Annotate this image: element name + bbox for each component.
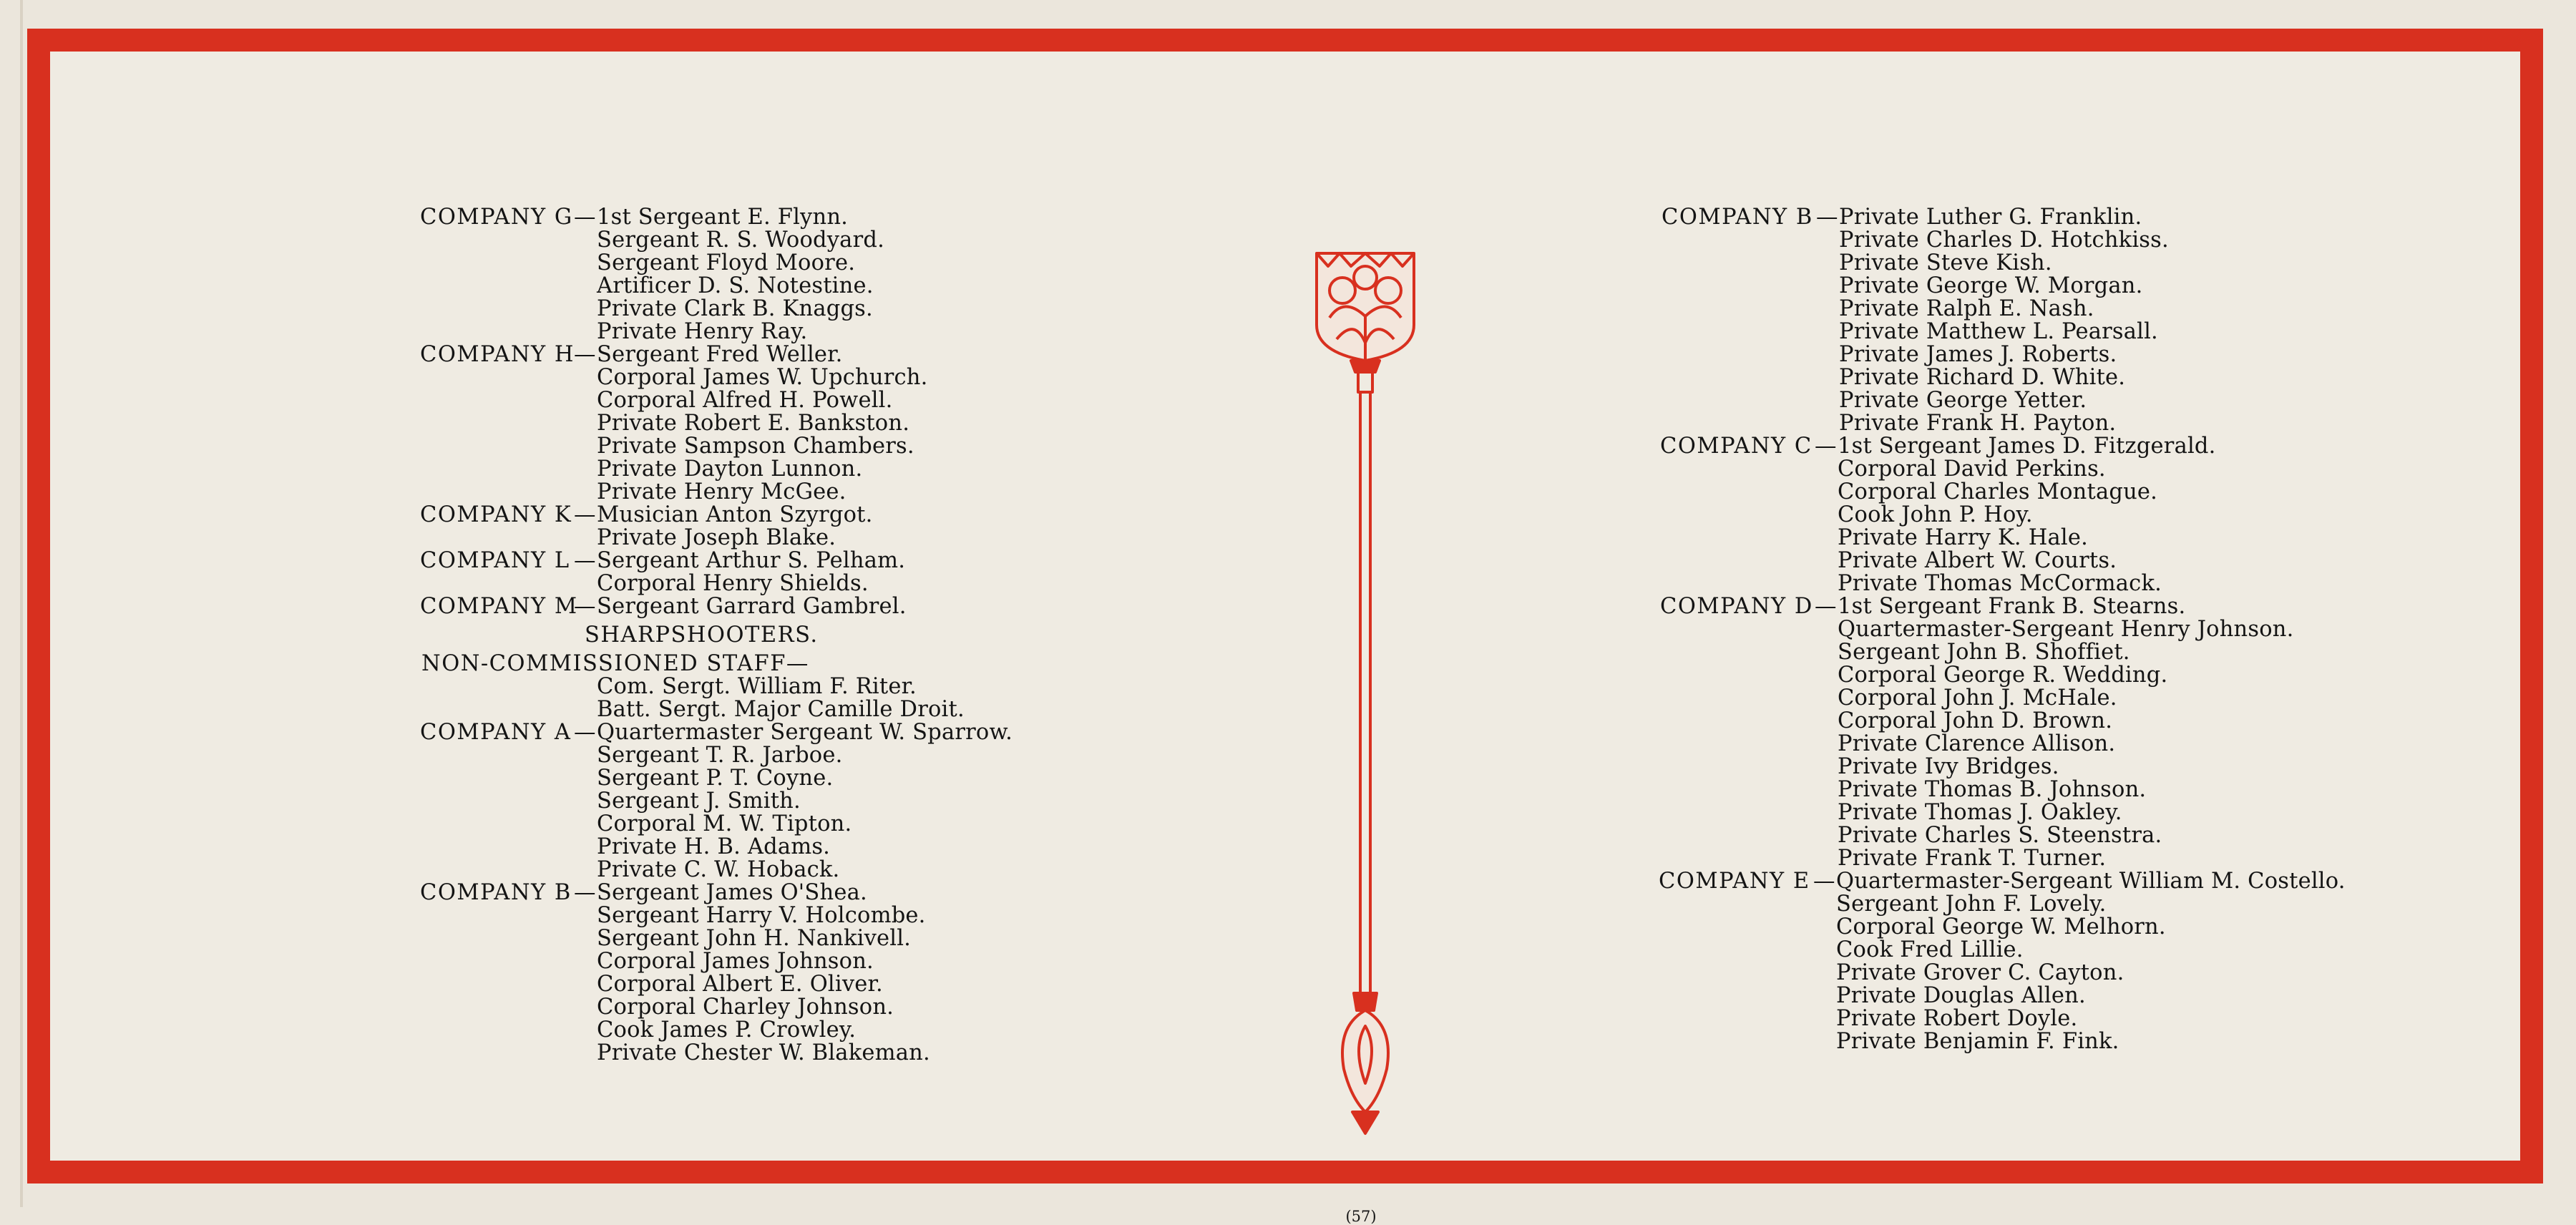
roster-entry: 1st Sergeant E. Flynn.	[597, 205, 849, 230]
roster-entry: Corporal James W. Upchurch.	[597, 365, 928, 390]
roster-entry: Cook Fred Lillie.	[1836, 937, 2024, 962]
red-border-frame	[27, 29, 2543, 1225]
dash: —	[1815, 594, 1837, 619]
roster-entry: Private Luther G. Franklin.	[1839, 205, 2142, 230]
roster-entry: 1st Sergeant James D. Fitzgerald.	[1838, 434, 2216, 459]
roster-entry: Batt. Sergt. Major Camille Droit.	[597, 697, 965, 722]
company-label: COMPANY H	[420, 342, 575, 367]
roster-entry: Private Steve Kish.	[1839, 250, 2052, 275]
roster-entry: Sergeant Harry V. Holcombe.	[597, 903, 926, 928]
page-edge	[20, 0, 23, 1207]
roster-entry: Cook James P. Crowley.	[597, 1017, 857, 1043]
roster-entry: Corporal Charley Johnson.	[597, 995, 894, 1020]
dash: —	[1813, 869, 1835, 894]
section-heading-staff: NON-COMMISSIONED STAFF—	[421, 651, 809, 676]
roster-entry: Private Sampson Chambers.	[597, 434, 914, 459]
roster-entry: Private Charles S. Steenstra.	[1838, 823, 2162, 848]
dash: —	[574, 342, 596, 367]
roster-entry: Sergeant Arthur S. Pelham.	[597, 548, 906, 573]
company-label: COMPANY A	[420, 720, 572, 745]
roster-entry: Sergeant John F. Lovely.	[1836, 892, 2107, 917]
dash: —	[574, 502, 596, 527]
roster-entry: Private Benjamin F. Fink.	[1836, 1029, 2119, 1054]
dash: —	[574, 205, 596, 230]
roster-entry: Private Henry Ray.	[597, 319, 808, 344]
roster-entry: Private Ivy Bridges.	[1838, 754, 2059, 779]
roster-entry: Sergeant John B. Shoffiet.	[1838, 640, 2130, 665]
roster-entry: Sergeant Fred Weller.	[597, 342, 843, 367]
roster-entry: Private Matthew L. Pearsall.	[1839, 319, 2158, 344]
roster-entry: Corporal John J. McHale.	[1838, 685, 2117, 711]
roster-entry: Quartermaster Sergeant W. Sparrow.	[597, 720, 1013, 745]
roster-entry: Sergeant Garrard Gambrel.	[597, 594, 907, 619]
roster-entry: Private C. W. Hoback.	[597, 857, 840, 882]
roster-entry: Corporal John D. Brown.	[1838, 708, 2113, 733]
roster-entry: Private Clark B. Knaggs.	[597, 296, 873, 321]
company-label: COMPANY B	[1662, 205, 1813, 230]
page-number: (57)	[1345, 1208, 1377, 1225]
roster-entry: Com. Sergt. William F. Riter.	[597, 674, 917, 699]
roster-entry: Quartermaster-Sergeant William M. Costello.	[1836, 869, 2346, 894]
roster-entry: Private Grover C. Cayton.	[1836, 960, 2124, 985]
company-label: COMPANY L	[420, 548, 570, 573]
company-label: COMPANY E	[1659, 869, 1810, 894]
roster-entry: Sergeant J. Smith.	[597, 789, 801, 814]
roster-entry: Corporal M. W. Tipton.	[597, 811, 852, 836]
roster-entry: Private Chester W. Blakeman.	[597, 1040, 930, 1065]
roster-entry: Artificer D. S. Notestine.	[597, 273, 874, 298]
roster-entry: Sergeant Floyd Moore.	[597, 250, 856, 275]
company-label: COMPANY M	[420, 594, 578, 619]
roster-entry: Sergeant P. T. Coyne.	[597, 766, 834, 791]
dash: —	[574, 594, 596, 619]
roster-entry: Private Frank H. Payton.	[1839, 411, 2117, 436]
roster-entry: Private George W. Morgan.	[1839, 273, 2143, 298]
roster-entry: Private Robert Doyle.	[1836, 1006, 2078, 1031]
roster-entry: Private Ralph E. Nash.	[1839, 296, 2094, 321]
roster-entry: Private Joseph Blake.	[597, 525, 836, 550]
roster-entry: Corporal James Johnson.	[597, 949, 874, 974]
roster-entry: Sergeant T. R. Jarboe.	[597, 743, 843, 768]
roster-entry: Private Robert E. Bankston.	[597, 411, 910, 436]
roster-entry: Private Henry McGee.	[597, 479, 847, 504]
dash: —	[574, 720, 596, 745]
roster-page	[73, 74, 2497, 1225]
roster-entry: Corporal Albert E. Oliver.	[597, 972, 883, 997]
roster-entry: Private Charles D. Hotchkiss.	[1839, 228, 2169, 253]
roster-entry: Corporal David Perkins.	[1838, 457, 2106, 482]
roster-entry: Quartermaster-Sergeant Henry Johnson.	[1838, 617, 2294, 642]
dash: —	[1816, 205, 1838, 230]
roster-entry: Private Frank T. Turner.	[1838, 846, 2107, 871]
roster-entry: Corporal Charles Montague.	[1838, 479, 2158, 504]
roster-entry: Private Richard D. White.	[1839, 365, 2126, 390]
company-label: COMPANY K	[420, 502, 572, 527]
company-label: COMPANY C	[1660, 434, 1813, 459]
roster-entry: Private Douglas Allen.	[1836, 983, 2086, 1008]
roster-entry: Cook John P. Hoy.	[1838, 502, 2033, 527]
decorative-staff-ornament	[1287, 246, 1444, 1148]
company-label: COMPANY G	[420, 205, 573, 230]
roster-entry: Corporal Alfred H. Powell.	[597, 388, 893, 413]
roster-entry: Private George Yetter.	[1839, 388, 2087, 413]
company-label: COMPANY D	[1660, 594, 1813, 619]
roster-entry: Corporal George W. Melhorn.	[1836, 914, 2166, 940]
roster-entry: Private Harry K. Hale.	[1838, 525, 2088, 550]
section-heading-sharpshooters: SHARPSHOOTERS.	[585, 623, 819, 648]
roster-entry: Musician Anton Szyrgot.	[597, 502, 873, 527]
dash: —	[574, 548, 596, 573]
company-label: COMPANY B	[420, 880, 572, 905]
dash: —	[574, 880, 596, 905]
roster-entry: Corporal George R. Wedding.	[1838, 663, 2168, 688]
roster-entry: Private Albert W. Courts.	[1838, 548, 2117, 573]
roster-entry: Corporal Henry Shields.	[597, 571, 869, 596]
roster-entry: Sergeant James O'Shea.	[597, 880, 867, 905]
roster-entry: Private Clarence Allison.	[1838, 731, 2116, 756]
roster-entry: Private Thomas B. Johnson.	[1838, 777, 2147, 802]
roster-entry: Private H. B. Adams.	[597, 834, 831, 859]
roster-entry: Private Dayton Lunnon.	[597, 457, 863, 482]
roster-entry: Private James J. Roberts.	[1839, 342, 2117, 367]
roster-entry: 1st Sergeant Frank B. Stearns.	[1838, 594, 2186, 619]
roster-entry: Sergeant R. S. Woodyard.	[597, 228, 884, 253]
dash: —	[1815, 434, 1837, 459]
roster-entry: Sergeant John H. Nankivell.	[597, 926, 912, 951]
roster-entry: Private Thomas McCormack.	[1838, 571, 2162, 596]
roster-entry: Private Thomas J. Oakley.	[1838, 800, 2122, 825]
